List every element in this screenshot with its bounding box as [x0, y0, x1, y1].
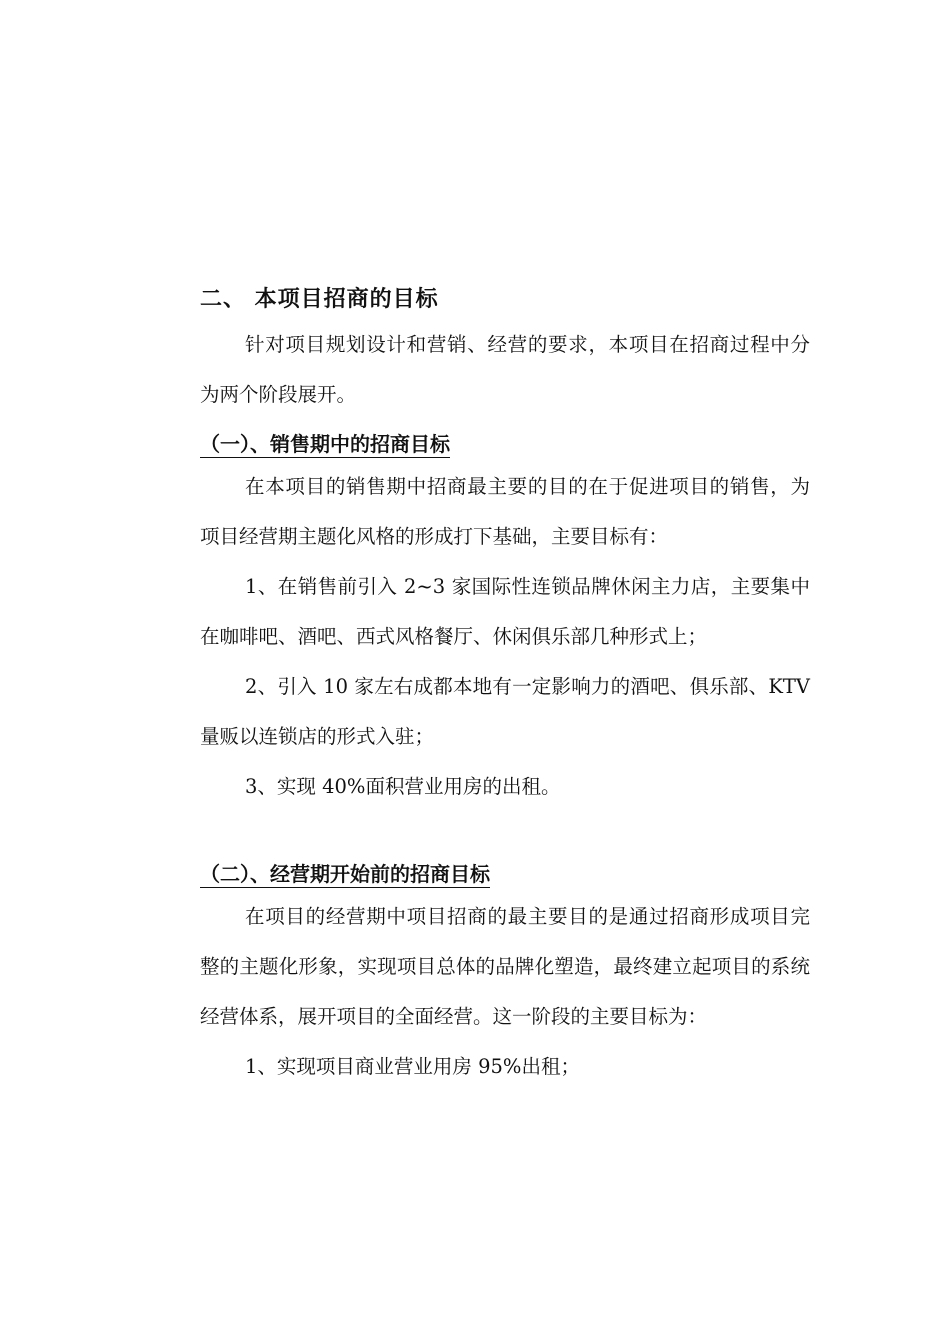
intro-paragraph: 针对项目规划设计和营销、经营的要求，本项目在招商过程中分为两个阶段展开。	[200, 333, 810, 406]
main-heading: 二、 本项目招商的目标	[200, 287, 439, 312]
document-body	[200, 280, 810, 1092]
section-1-item-1: 1、在销售前引入 2~3 家国际性连锁品牌休闲主力店，主要集中在咖啡吧、酒吧、西式风格餐厅、休闲俱乐部几种形式上；	[200, 575, 810, 648]
section-1-item-3: 3、实现 40%面积营业用房的出租。	[245, 775, 561, 798]
section-2-title: （二）、经营期开始前的招商目标	[200, 862, 490, 886]
section-1-heading	[200, 426, 810, 462]
section-1-paragraph: 在本项目的销售期中招商最主要的目的在于促进项目的销售，为项目经营期主题化风格的形成打下基础，主要目标有：	[200, 475, 810, 548]
spacer	[200, 812, 810, 856]
section-2-heading	[200, 856, 810, 892]
section-1-title: （一）、销售期中的招商目标	[200, 432, 450, 456]
section-2-item-1: 1、实现项目商业营业用房 95%出租；	[245, 1055, 580, 1078]
section-2-paragraph: 在项目的经营期中项目招商的最主要目的是通过招商形成项目完整的主题化形象，实现项目总体的品牌化塑造，最终建立起项目的系统经营体系，展开项目的全面经营。这一阶段的主要目标为：	[200, 905, 810, 1028]
section-1-item-2: 2、引入 10 家左右成都本地有一定影响力的酒吧、俱乐部、KTV 量贩以连锁店的形式入驻；	[200, 675, 810, 748]
